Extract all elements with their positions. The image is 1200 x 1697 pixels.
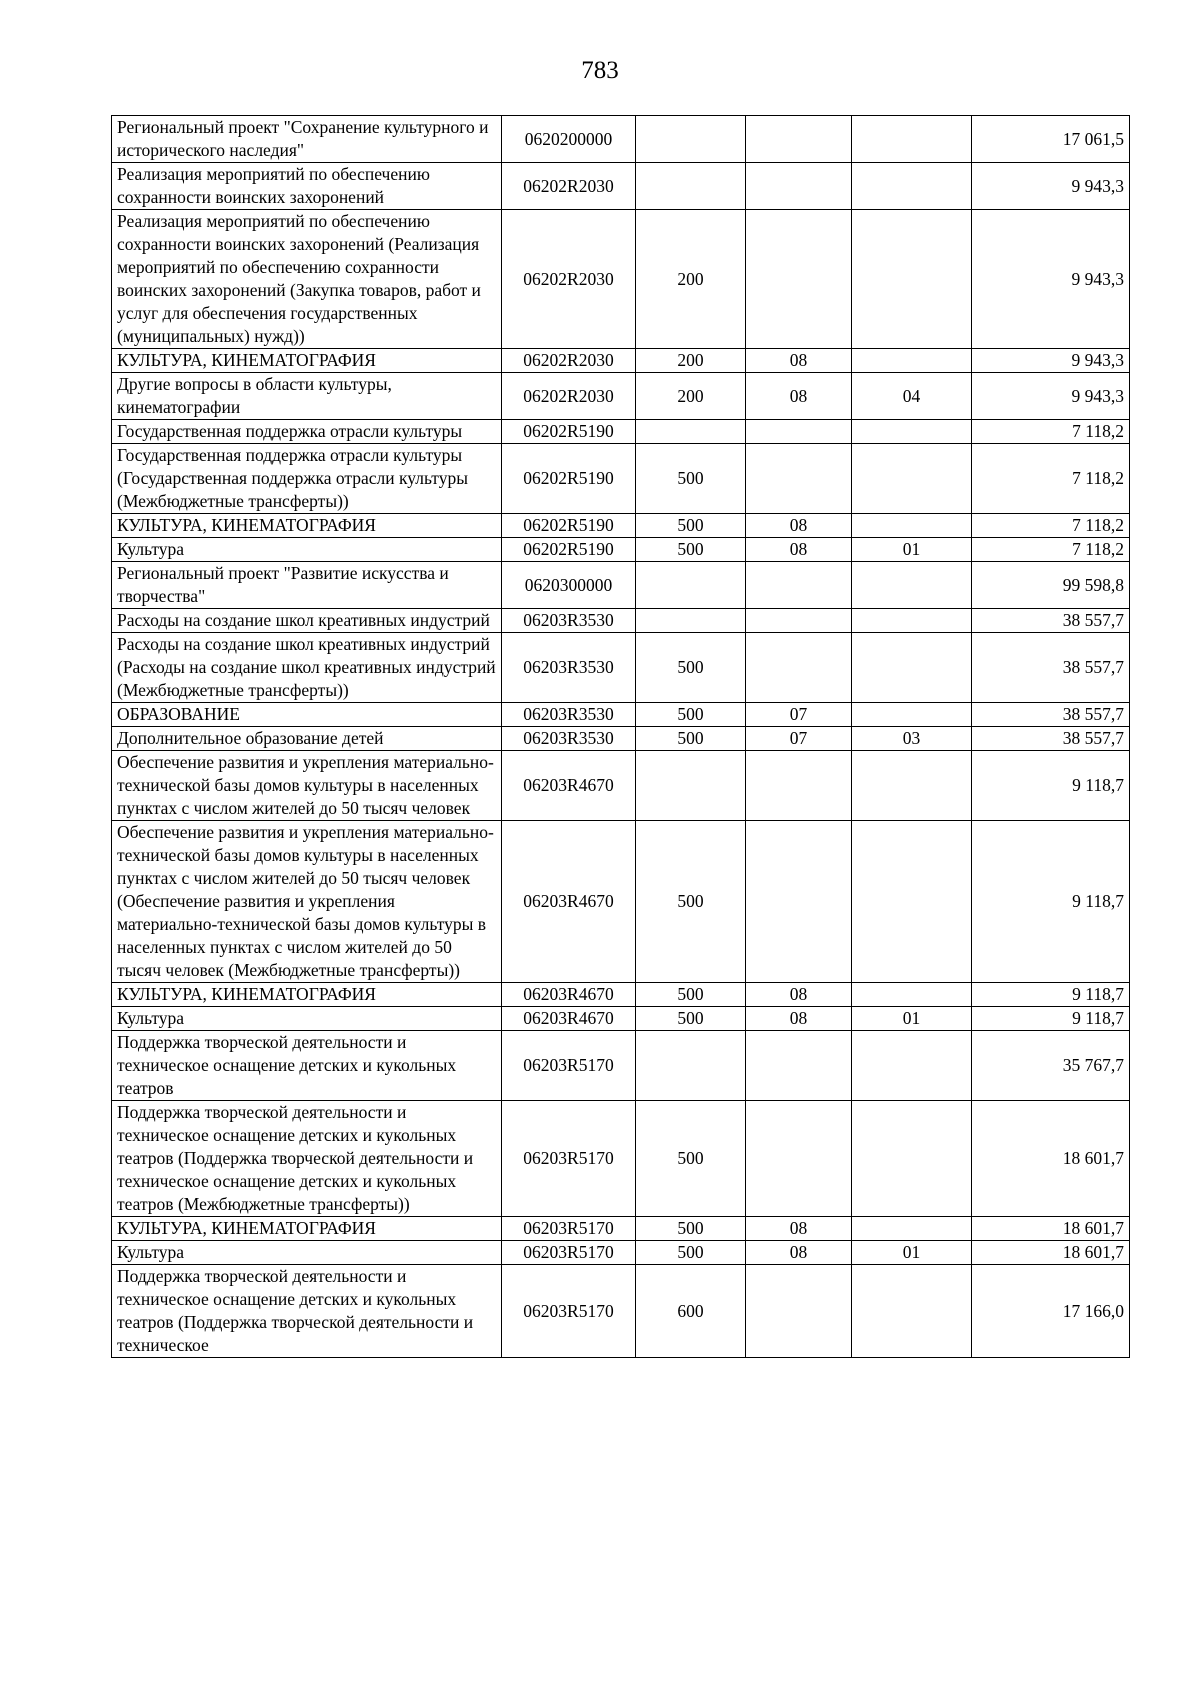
section-cell: 08 — [746, 514, 852, 538]
expense-type-cell: 500 — [636, 514, 746, 538]
subsection-cell — [852, 1217, 972, 1241]
target-code-cell: 06202R2030 — [502, 210, 636, 349]
table-row — [112, 373, 1130, 420]
row-name-cell: КУЛЬТУРА, КИНЕМАТОГРАФИЯ — [112, 349, 502, 373]
subsection-cell — [852, 349, 972, 373]
expense-type-cell — [636, 609, 746, 633]
row-name-cell: Государственная поддержка отрасли культуры — [112, 420, 502, 444]
subsection-cell — [852, 163, 972, 210]
expense-type-cell: 500 — [636, 1007, 746, 1031]
row-name-cell: Региональный проект "Сохранение культурного и исторического наследия" — [112, 116, 502, 163]
amount-cell: 9 118,7 — [972, 983, 1130, 1007]
table-row — [112, 1265, 1130, 1358]
subsection-cell — [852, 514, 972, 538]
table-row — [112, 538, 1130, 562]
expense-type-cell — [636, 116, 746, 163]
table-row — [112, 514, 1130, 538]
table-row — [112, 703, 1130, 727]
target-code-cell: 06203R3530 — [502, 633, 636, 703]
row-name-cell: Поддержка творческой деятельности и техническое оснащение детских и кукольных театров (Поддержка творческой деятельности и техническое оснащение детских и кукольных театров (Межбюджетные трансферты)) — [112, 1101, 502, 1217]
amount-cell: 18 601,7 — [972, 1101, 1130, 1217]
amount-cell: 35 767,7 — [972, 1031, 1130, 1101]
section-cell — [746, 1031, 852, 1101]
section-cell: 08 — [746, 1241, 852, 1265]
amount-cell: 7 118,2 — [972, 444, 1130, 514]
section-cell — [746, 1265, 852, 1358]
budget-table-body — [112, 116, 1130, 1358]
target-code-cell: 06203R3530 — [502, 703, 636, 727]
target-code-cell: 06202R2030 — [502, 373, 636, 420]
section-cell: 07 — [746, 703, 852, 727]
table-row — [112, 420, 1130, 444]
subsection-cell — [852, 1265, 972, 1358]
expense-type-cell: 200 — [636, 373, 746, 420]
subsection-cell: 01 — [852, 1241, 972, 1265]
subsection-cell — [852, 821, 972, 983]
expense-type-cell: 500 — [636, 821, 746, 983]
expense-type-cell: 500 — [636, 983, 746, 1007]
table-row — [112, 633, 1130, 703]
amount-cell: 38 557,7 — [972, 609, 1130, 633]
target-code-cell: 06202R5190 — [502, 420, 636, 444]
table-row — [112, 349, 1130, 373]
row-name-cell: Расходы на создание школ креативных индустрий (Расходы на создание школ креативных индустрий (Межбюджетные трансферты)) — [112, 633, 502, 703]
section-cell: 08 — [746, 1007, 852, 1031]
target-code-cell: 06203R4670 — [502, 1007, 636, 1031]
row-name-cell: КУЛЬТУРА, КИНЕМАТОГРАФИЯ — [112, 983, 502, 1007]
expense-type-cell: 500 — [636, 1217, 746, 1241]
subsection-cell — [852, 703, 972, 727]
table-row — [112, 983, 1130, 1007]
subsection-cell — [852, 116, 972, 163]
target-code-cell: 06202R5190 — [502, 514, 636, 538]
amount-cell: 9 943,3 — [972, 163, 1130, 210]
subsection-cell — [852, 983, 972, 1007]
section-cell: 08 — [746, 983, 852, 1007]
table-row — [112, 163, 1130, 210]
row-name-cell: Поддержка творческой деятельности и техническое оснащение детских и кукольных театров — [112, 1031, 502, 1101]
subsection-cell — [852, 562, 972, 609]
row-name-cell: Реализация мероприятий по обеспечению сохранности воинских захоронений — [112, 163, 502, 210]
row-name-cell: Дополнительное образование детей — [112, 727, 502, 751]
row-name-cell: Культура — [112, 1241, 502, 1265]
amount-cell: 9 943,3 — [972, 210, 1130, 349]
row-name-cell: Культура — [112, 1007, 502, 1031]
budget-table — [111, 115, 1130, 1358]
section-cell: 08 — [746, 538, 852, 562]
table-row — [112, 1101, 1130, 1217]
target-code-cell: 06203R5170 — [502, 1031, 636, 1101]
target-code-cell: 06203R5170 — [502, 1217, 636, 1241]
subsection-cell — [852, 633, 972, 703]
target-code-cell: 06203R5170 — [502, 1241, 636, 1265]
amount-cell: 9 118,7 — [972, 1007, 1130, 1031]
expense-type-cell: 500 — [636, 538, 746, 562]
section-cell — [746, 633, 852, 703]
expense-type-cell: 500 — [636, 703, 746, 727]
section-cell — [746, 751, 852, 821]
row-name-cell: Обеспечение развития и укрепления материально-технической базы домов культуры в населенных пунктах с числом жителей до 50 тысяч человек — [112, 751, 502, 821]
target-code-cell: 06202R5190 — [502, 444, 636, 514]
amount-cell: 7 118,2 — [972, 420, 1130, 444]
expense-type-cell: 200 — [636, 349, 746, 373]
subsection-cell: 01 — [852, 1007, 972, 1031]
target-code-cell: 06202R2030 — [502, 349, 636, 373]
expense-type-cell — [636, 751, 746, 821]
section-cell: 07 — [746, 727, 852, 751]
table-row — [112, 609, 1130, 633]
amount-cell: 99 598,8 — [972, 562, 1130, 609]
target-code-cell: 06203R3530 — [502, 727, 636, 751]
expense-type-cell: 500 — [636, 1241, 746, 1265]
expense-type-cell — [636, 1031, 746, 1101]
amount-cell: 17 061,5 — [972, 116, 1130, 163]
amount-cell: 38 557,7 — [972, 703, 1130, 727]
subsection-cell — [852, 1031, 972, 1101]
amount-cell: 7 118,2 — [972, 514, 1130, 538]
row-name-cell: Другие вопросы в области культуры, кинематографии — [112, 373, 502, 420]
target-code-cell: 0620300000 — [502, 562, 636, 609]
expense-type-cell: 500 — [636, 444, 746, 514]
target-code-cell: 06202R5190 — [502, 538, 636, 562]
row-name-cell: Культура — [112, 538, 502, 562]
section-cell: 08 — [746, 373, 852, 420]
amount-cell: 38 557,7 — [972, 633, 1130, 703]
target-code-cell: 06203R3530 — [502, 609, 636, 633]
section-cell — [746, 1101, 852, 1217]
row-name-cell: Реализация мероприятий по обеспечению сохранности воинских захоронений (Реализация мероприятий по обеспечению сохранности воинских захоронений (Закупка товаров, работ и услуг для обеспечения государственных (муниципальных) нужд)) — [112, 210, 502, 349]
table-row — [112, 444, 1130, 514]
target-code-cell: 06202R2030 — [502, 163, 636, 210]
expense-type-cell: 500 — [636, 633, 746, 703]
row-name-cell: Обеспечение развития и укрепления материально-технической базы домов культуры в населенных пунктах с числом жителей до 50 тысяч человек (Обеспечение развития и укрепления материально-технической базы домов культуры в населенных пунктах с числом жителей до 50 тысяч человек (Межбюджетные трансферты)) — [112, 821, 502, 983]
amount-cell: 18 601,7 — [972, 1217, 1130, 1241]
subsection-cell — [852, 444, 972, 514]
target-code-cell: 0620200000 — [502, 116, 636, 163]
row-name-cell: Расходы на создание школ креативных индустрий — [112, 609, 502, 633]
section-cell — [746, 116, 852, 163]
page-number: 783 — [581, 57, 619, 84]
section-cell — [746, 163, 852, 210]
table-row — [112, 210, 1130, 349]
subsection-cell — [852, 609, 972, 633]
amount-cell: 9 118,7 — [972, 751, 1130, 821]
target-code-cell: 06203R5170 — [502, 1265, 636, 1358]
table-row — [112, 727, 1130, 751]
row-name-cell: Поддержка творческой деятельности и техническое оснащение детских и кукольных театров (Поддержка творческой деятельности и техническое — [112, 1265, 502, 1358]
table-row — [112, 1031, 1130, 1101]
subsection-cell — [852, 420, 972, 444]
section-cell: 08 — [746, 349, 852, 373]
subsection-cell: 01 — [852, 538, 972, 562]
table-row — [112, 751, 1130, 821]
section-cell — [746, 609, 852, 633]
amount-cell: 18 601,7 — [972, 1241, 1130, 1265]
expense-type-cell: 600 — [636, 1265, 746, 1358]
table-row — [112, 116, 1130, 163]
table-row — [112, 1217, 1130, 1241]
section-cell: 08 — [746, 1217, 852, 1241]
subsection-cell — [852, 1101, 972, 1217]
amount-cell: 9 118,7 — [972, 821, 1130, 983]
amount-cell: 9 943,3 — [972, 349, 1130, 373]
table-row — [112, 1007, 1130, 1031]
subsection-cell: 04 — [852, 373, 972, 420]
amount-cell: 9 943,3 — [972, 373, 1130, 420]
target-code-cell: 06203R5170 — [502, 1101, 636, 1217]
section-cell — [746, 562, 852, 609]
subsection-cell — [852, 751, 972, 821]
table-row — [112, 562, 1130, 609]
section-cell — [746, 420, 852, 444]
amount-cell: 7 118,2 — [972, 538, 1130, 562]
target-code-cell: 06203R4670 — [502, 821, 636, 983]
table-row — [112, 821, 1130, 983]
expense-type-cell — [636, 163, 746, 210]
target-code-cell: 06203R4670 — [502, 751, 636, 821]
expense-type-cell: 500 — [636, 727, 746, 751]
target-code-cell: 06203R4670 — [502, 983, 636, 1007]
subsection-cell: 03 — [852, 727, 972, 751]
expense-type-cell — [636, 420, 746, 444]
section-cell — [746, 821, 852, 983]
section-cell — [746, 444, 852, 514]
subsection-cell — [852, 210, 972, 349]
expense-type-cell: 200 — [636, 210, 746, 349]
amount-cell: 17 166,0 — [972, 1265, 1130, 1358]
row-name-cell: ОБРАЗОВАНИЕ — [112, 703, 502, 727]
row-name-cell: Государственная поддержка отрасли культуры (Государственная поддержка отрасли культуры (Межбюджетные трансферты)) — [112, 444, 502, 514]
expense-type-cell — [636, 562, 746, 609]
table-row — [112, 1241, 1130, 1265]
amount-cell: 38 557,7 — [972, 727, 1130, 751]
expense-type-cell: 500 — [636, 1101, 746, 1217]
section-cell — [746, 210, 852, 349]
row-name-cell: Региональный проект "Развитие искусства и творчества" — [112, 562, 502, 609]
row-name-cell: КУЛЬТУРА, КИНЕМАТОГРАФИЯ — [112, 514, 502, 538]
row-name-cell: КУЛЬТУРА, КИНЕМАТОГРАФИЯ — [112, 1217, 502, 1241]
